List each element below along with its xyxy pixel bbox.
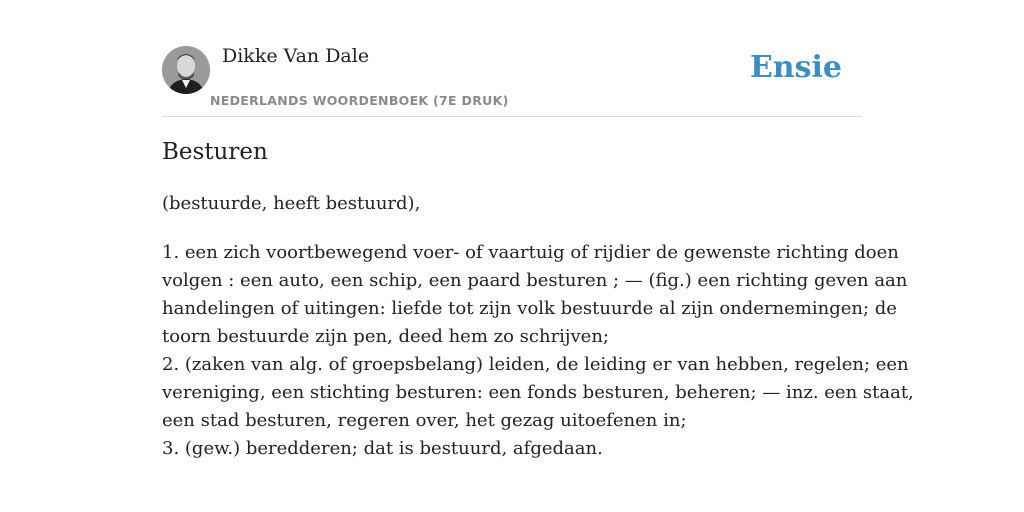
entry-title: Besturen bbox=[162, 139, 268, 165]
definition-line: volgen : een auto, een schip, een paard besturen ; — (fig.) een richting geven aan bbox=[162, 270, 908, 291]
brand-logo[interactable]: Ensie bbox=[749, 50, 842, 85]
definition-line: vereniging, een stichting besturen: een fonds besturen, beheren; — inz. een staat, bbox=[162, 382, 914, 403]
entry-inflections: (bestuurde, heeft bestuurd), bbox=[162, 193, 421, 214]
definition-line: 2. (zaken van alg. of groepsbelang) leiden, de leiding er van hebben, regelen; een bbox=[162, 354, 909, 375]
definition-line: 1. een zich voortbewegend voer- of vaartuig of rijdier de gewenste richting doen bbox=[162, 242, 899, 263]
author-avatar bbox=[162, 46, 210, 94]
entry-definition bbox=[162, 239, 914, 463]
entry-card bbox=[162, 0, 914, 512]
definition-line: handelingen of uitingen: liefde tot zijn volk bestuurde al zijn ondernemingen; de bbox=[162, 298, 897, 319]
definition-line: een stad besturen, regeren over, het gezag uitoefenen in; bbox=[162, 410, 687, 431]
definition-line: toorn bestuurde zijn pen, deed hem zo schrijven; bbox=[162, 326, 609, 347]
source-subtitle: NEDERLANDS WOORDENBOEK (7E DRUK) bbox=[210, 93, 509, 108]
definition-line: 3. (gew.) beredderen; dat is bestuurd, afgedaan. bbox=[162, 438, 603, 459]
author-name[interactable]: Dikke Van Dale bbox=[222, 45, 370, 67]
author-portrait-icon bbox=[162, 46, 210, 94]
entry-header bbox=[162, 0, 862, 117]
